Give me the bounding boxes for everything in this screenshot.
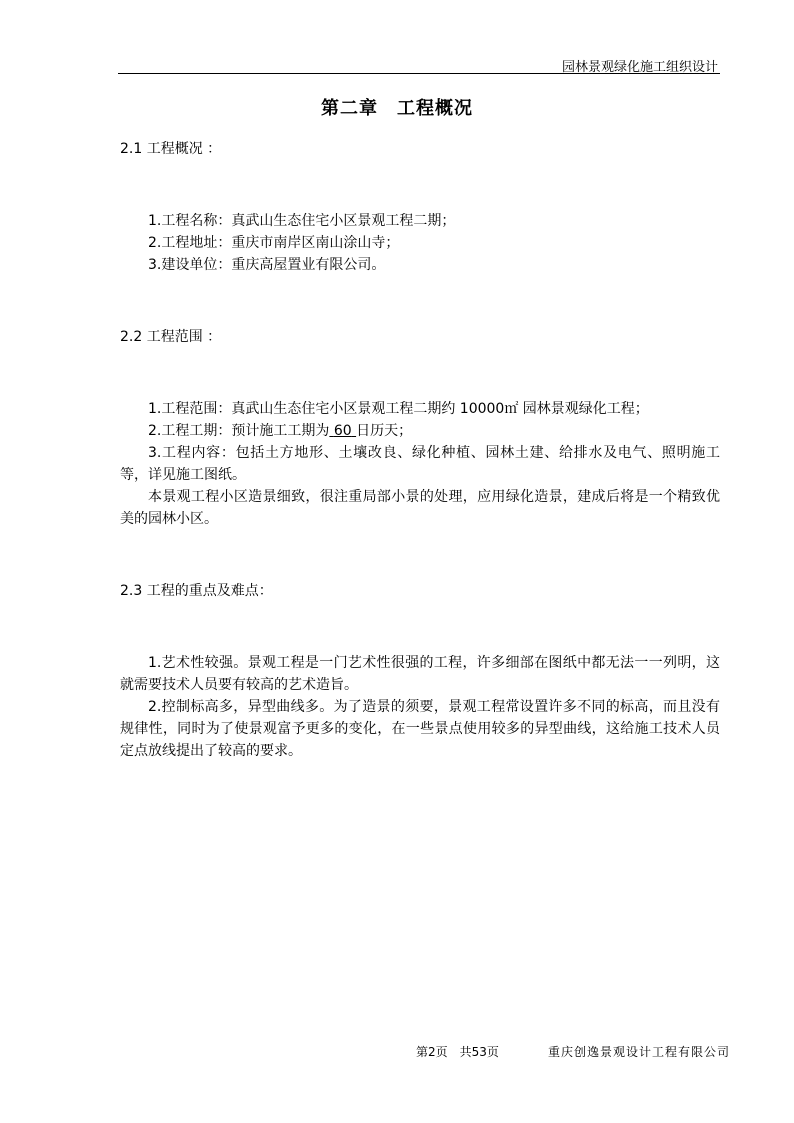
- section-spacer: [120, 290, 720, 312]
- project-address: 2.工程地址：重庆市南岸区南山涂山寺；: [148, 235, 400, 251]
- page-number: 第2页 共53页: [416, 1045, 499, 1059]
- project-scope: 1.工程范围：真武山生态住宅小区景观工程二期约 10000㎡ 园林景观绿化工程；: [148, 401, 649, 417]
- section-spacer: [120, 616, 720, 638]
- section-spacer: [120, 544, 720, 566]
- section-heading-2-3: 2.3 工程的重点及难点：: [120, 583, 273, 599]
- running-header: 园林景观绿化施工组织设计: [561, 60, 718, 75]
- project-duration: [120, 420, 720, 442]
- duration-prefix: 2.工程工期：预计施工工期为: [148, 423, 330, 439]
- section-spacer: [120, 362, 720, 384]
- duration-days-value: 60: [333, 423, 352, 439]
- key-point-2: 2.控制标高多，异型曲线多。为了造景的须要，景观工程常设置许多不同的标高，而且没有规律性，同时为了使景观富予更多的变化，在一些景点使用较多的异型曲线，这给施工技术人员定点放线提出了较高的要求。: [120, 699, 720, 759]
- section-heading-2-1: 2.1 工程概况 ：: [120, 141, 222, 157]
- document-body: [120, 138, 720, 762]
- project-content: 3.工程内容：包括土方地形、土壤改良、绿化种植、园林土建、给排水及电气、照明施工等，详见施工图纸。: [120, 445, 720, 483]
- chapter-title: 第二章 工程概况: [321, 98, 473, 119]
- header-rule: [118, 73, 720, 74]
- project-owner: 3.建设单位：重庆高屋置业有限公司。: [148, 257, 386, 273]
- duration-suffix: 日历天；: [356, 423, 413, 439]
- project-name: 1.工程名称：真武山生态住宅小区景观工程二期；: [148, 213, 456, 229]
- company-name: 重庆创逸景观设计工程有限公司: [548, 1045, 731, 1059]
- section-spacer: [120, 174, 720, 196]
- key-point-1: 1.艺术性较强。景观工程是一门艺术性很强的工程，许多细部在图纸中都无法一一列明，这就需要技术人员要有较高的艺术造旨。: [120, 655, 720, 693]
- duration-days: [329, 423, 356, 439]
- project-summary: 本景观工程小区造景细致，很注重局部小景的处理，应用绿化造景，建成后将是一个精致优美的园林小区。: [120, 489, 720, 527]
- section-heading-2-2: 2.2 工程范围 ：: [120, 329, 222, 345]
